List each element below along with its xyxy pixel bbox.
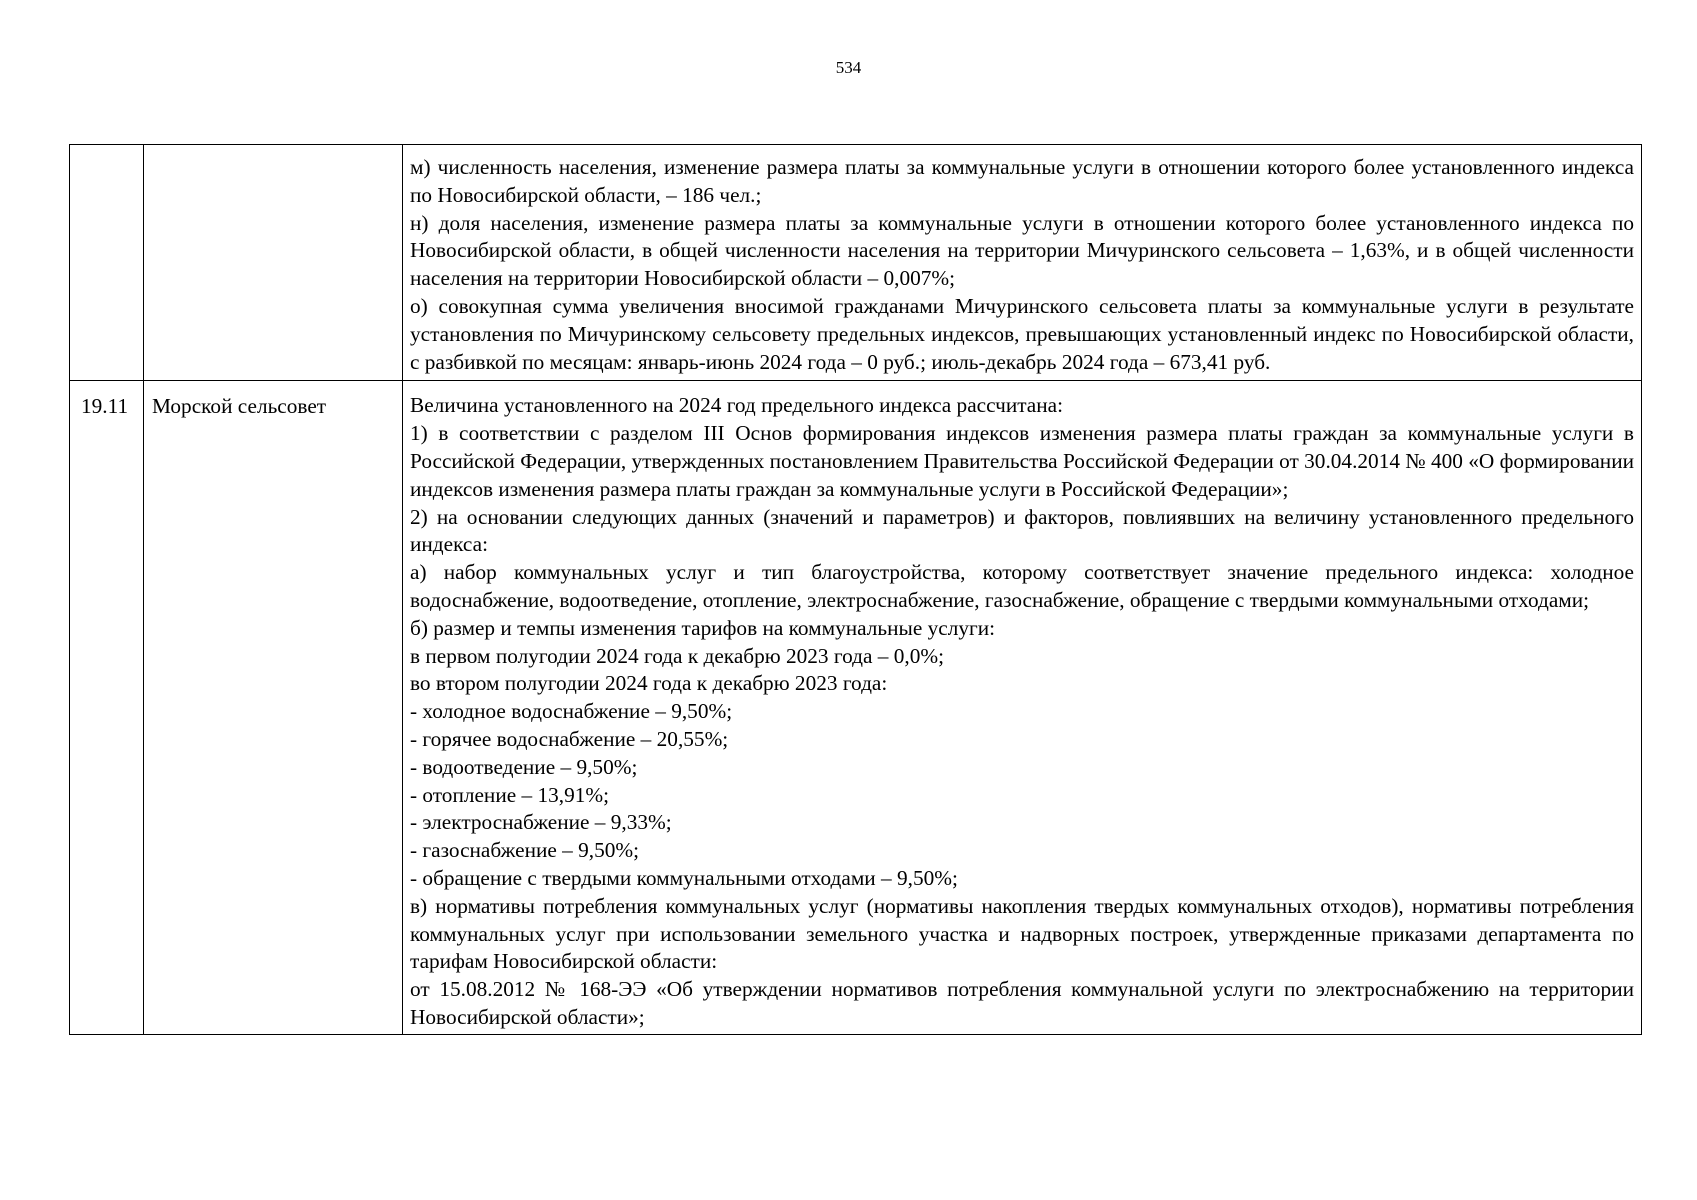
paragraph: - газоснабжение – 9,50%; (410, 838, 640, 863)
paragraph: во втором полугодии 2024 года к декабрю 2023 года: (410, 671, 888, 696)
paragraph: в первом полугодии 2024 года к декабрю 2023 года – 0,0%; (410, 643, 945, 668)
paragraph: Величина установленного на 2024 год предельного индекса рассчитана: (410, 393, 1064, 418)
paragraph: - отопление – 13,91%; (410, 782, 610, 807)
paragraph: в) нормативы потребления коммунальных услуг (нормативы накопления твердых коммунальных отходов), нормативы потребления коммунальных услуг при использовании земельного участка и надворных построек, утвержденные приказами департамента по тарифам Новосибирской области: (410, 893, 1634, 974)
row-number-cell (70, 145, 144, 381)
page-number: 534 (835, 58, 862, 77)
paragraph: м) численность населения, изменение размера платы за коммунальные услуги в отношении которого более установленного индекса по Новосибирской области, – 186 чел.; (410, 155, 1634, 207)
paragraph: - холодное водоснабжение – 9,50%; (410, 699, 733, 724)
row-name-cell (144, 145, 403, 381)
paragraph: н) доля населения, изменение размера платы за коммунальные услуги в отношении которого более установленного индекса по Новосибирской области, в общей численности населения на территории Мичуринского сельсовета – 1,63%, и в общей численности населения на территории Новосибирской области – 0,007%; (410, 210, 1634, 291)
row-text-cell (403, 145, 1642, 381)
paragraph: - обращение с твердыми коммунальными отходами – 9,50%; (410, 865, 958, 890)
paragraph: 2) на основании следующих данных (значений и параметров) и факторов, повлиявших на величину установленного предельного индекса: (410, 504, 1634, 557)
row-name-cell: Морской сельсовет (144, 381, 403, 1034)
row-text-cell (403, 381, 1642, 1034)
row-number-cell: 19.11 (70, 381, 144, 1034)
document-table (69, 144, 1642, 1035)
paragraph: - электроснабжение – 9,33%; (410, 810, 672, 835)
paragraph: от 15.08.2012 № 168-ЭЭ «Об утверждении нормативов потребления коммунальной услуги по электроснабжению на территории Новосибирской области»; (410, 977, 1634, 1029)
paragraph: о) совокупная сумма увеличения вносимой гражданами Мичуринского сельсовета платы за коммунальные услуги в результате установления по Мичуринскому сельсовету предельных индексов, превышающих установленный индекс по Новосибирской области, с разбивкой по месяцам: январь-июнь 2024 года – 0 руб.; июль-декабрь 2024 года – 673,41 руб. (410, 293, 1634, 374)
paragraph: 1) в соответствии с разделом III Основ формирования индексов изменения размера платы граждан за коммунальные услуги в Российской Федерации, утвержденных постановлением Правительства Российской Федерации от 30.04.2014 № 400 «О формировании индексов изменения размера платы граждан за коммунальные услуги в Российской Федерации»; (410, 421, 1634, 501)
paragraph: а) набор коммунальных услуг и тип благоустройства, которому соответствует значение предельного индекса: холодное водоснабжение, водоотведение, отопление, электроснабжение, газоснабжение, обращение с твердыми коммунальными отходами; (410, 560, 1634, 612)
table-row (70, 145, 1642, 381)
paragraph: б) размер и темпы изменения тарифов на коммунальные услуги: (410, 615, 996, 640)
table-row (70, 381, 1642, 1034)
paragraph: - водоотведение – 9,50%; (410, 754, 638, 779)
paragraph: - горячее водоснабжение – 20,55%; (410, 726, 729, 751)
